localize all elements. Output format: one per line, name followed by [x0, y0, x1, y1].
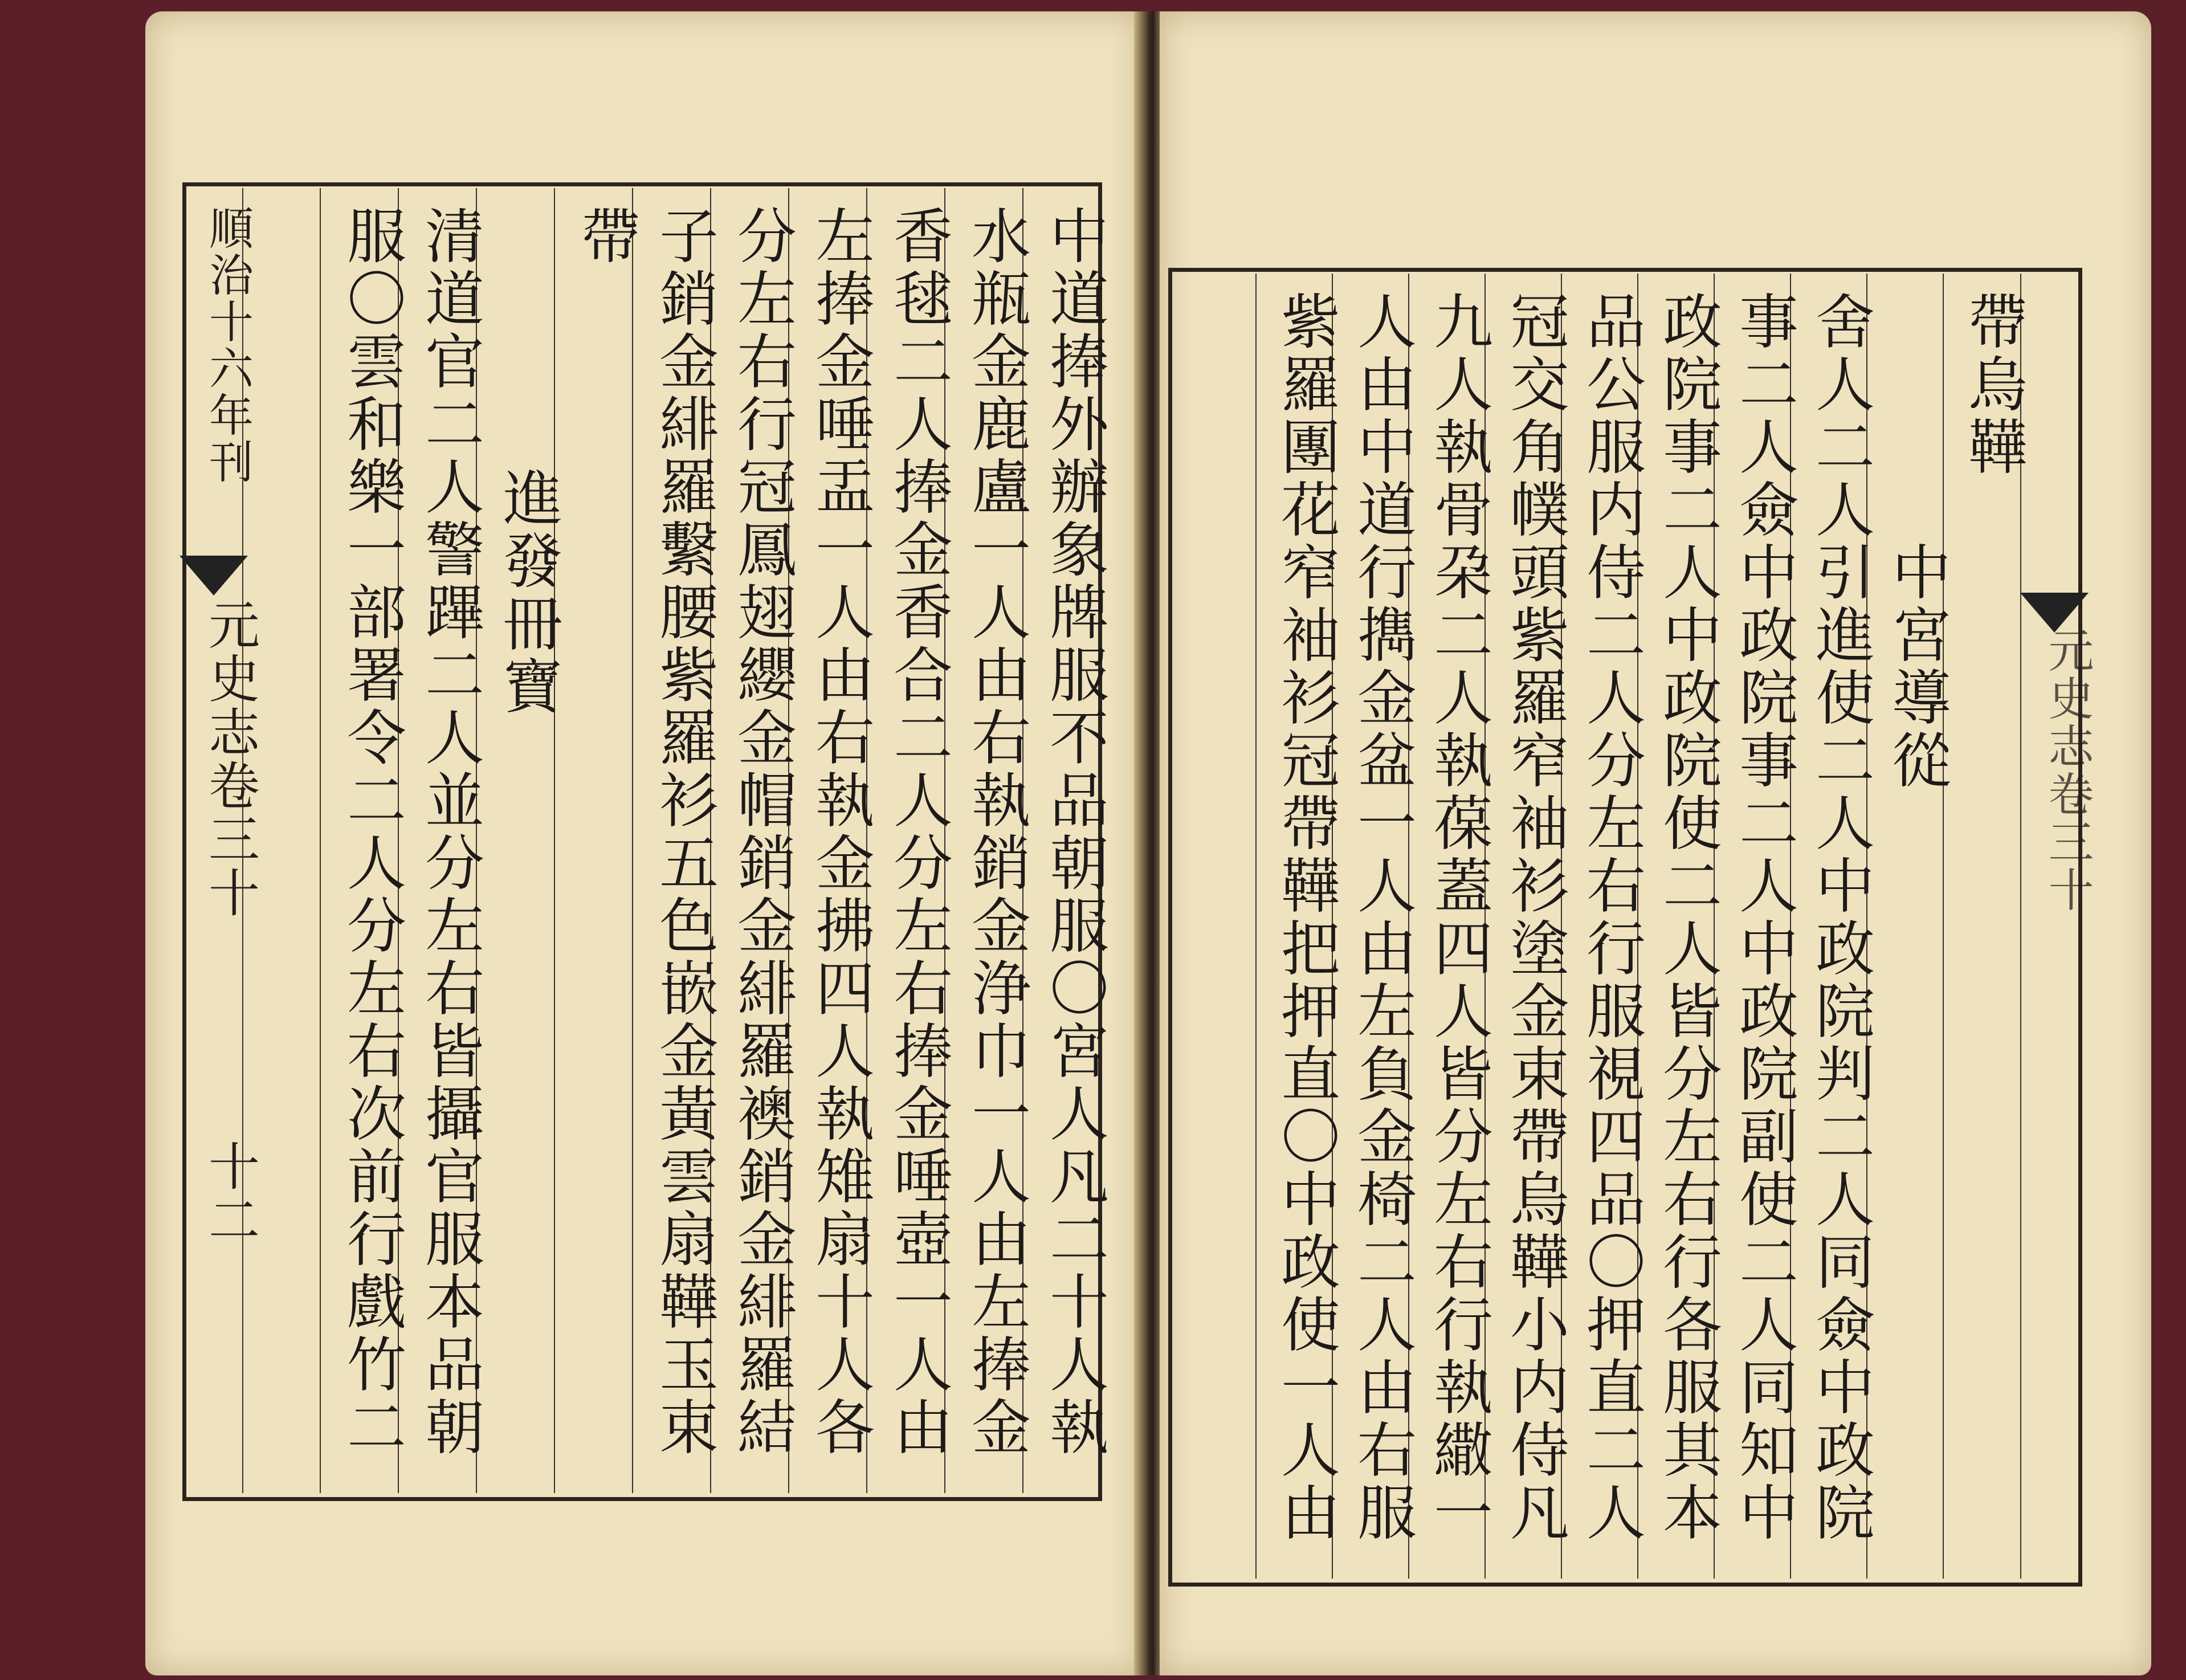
text-column: 水瓶金鹿盧一人由右執銷金浄巾一人由左捧金	[961, 205, 1031, 1459]
column-rule	[320, 188, 321, 1493]
text-column: 冠交角幞頭紫羅窄袖衫塗金束帶烏鞾小内侍凡	[1500, 291, 1569, 1544]
text-column: 品公服内侍二人分左右行服視四品〇押直二人	[1576, 291, 1646, 1544]
text-column: 清道官二人警蹕二人並分左右皆攝官服本品朝	[415, 205, 484, 1459]
open-book	[145, 11, 2151, 1675]
text-column: 事二人僉中政院事二人中政院副使二人同知中	[1729, 291, 1798, 1544]
text-column: 帶烏鞾	[1958, 291, 2028, 479]
text-column: 子銷金緋羅繫腰紫羅衫五色嵌金黃雲扇鞾玉束	[649, 205, 719, 1459]
column-rule	[632, 188, 633, 1493]
text-column: 進發冊寶	[493, 467, 562, 718]
text-column: 舍人二人引進使二人中政院判二人同僉中政院	[1805, 291, 1875, 1544]
edition-label: 順治十六年刊	[202, 205, 253, 486]
text-column: 帶	[571, 205, 641, 268]
text-column: 服〇雲和樂一部署令二人分左右次前行戲竹二	[337, 205, 406, 1459]
fish-tail-mark	[180, 556, 248, 596]
text-column: 九人執骨朶二人執葆蓋四人皆分左右行執繖一	[1424, 291, 1493, 1544]
text-column: 香毬二人捧金香合二人分左右捧金唾壺一人由	[883, 205, 953, 1459]
text-column: 人由中道行擕金盆一人由左負金椅二人由右服	[1347, 291, 1417, 1544]
text-column: 左捧金唾盂一人由右執金拂四人執雉扇十人各	[805, 205, 875, 1459]
column-rule	[1255, 274, 1257, 1579]
column-rule	[1943, 274, 1944, 1579]
text-column: 分左右行冠鳳翅纓金帽銷金緋羅襖銷金緋羅結	[727, 205, 797, 1459]
folio-number: 十二	[199, 1140, 259, 1247]
text-column: 中道捧外辦象牌服不品朝服〇宮人凡二十人執	[1039, 205, 1109, 1459]
column-rule	[554, 188, 555, 1493]
text-column: 政院事二人中政院使二人皆分左右行各服其本	[1653, 291, 1722, 1544]
text-column: 紫羅團花窄袖衫冠帶鞾把押直〇中政使一人由	[1271, 291, 1340, 1544]
text-column: 中宮導從	[1882, 541, 1951, 792]
book-title-label: 元史志卷三十	[2041, 627, 2094, 914]
left-page	[145, 11, 1143, 1675]
book-title-label: 元史志卷三十	[199, 598, 259, 920]
right-page	[1160, 11, 2151, 1675]
